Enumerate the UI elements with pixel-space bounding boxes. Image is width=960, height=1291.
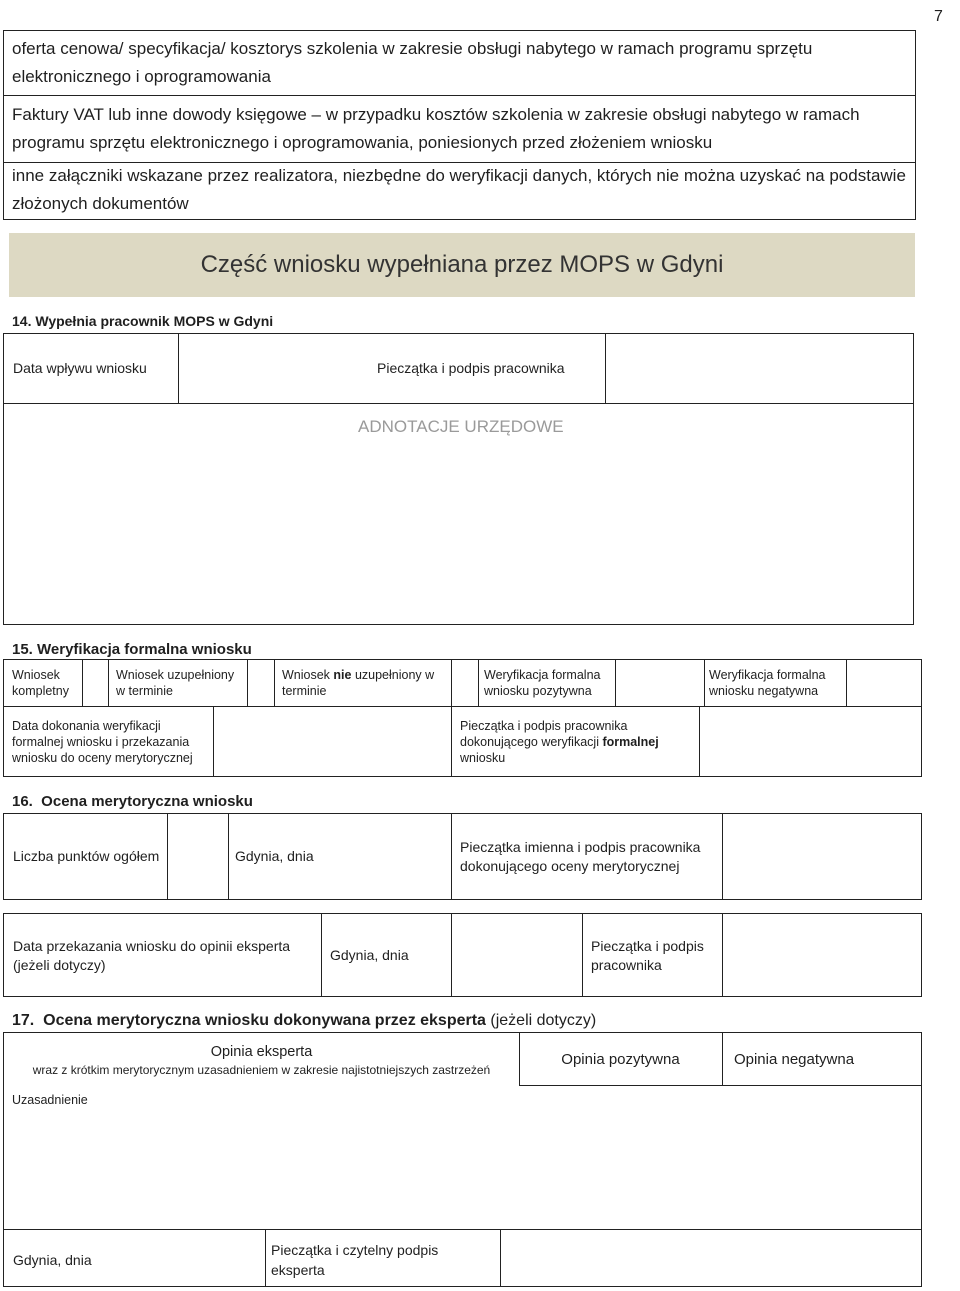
gdynia-date-label-2: Gdynia, dnia	[330, 947, 409, 963]
checkbox-not-supplemented[interactable]	[451, 659, 479, 707]
expert-gdynia-date-field[interactable]	[114, 1231, 263, 1285]
official-annotations-field[interactable]	[5, 444, 912, 622]
official-annotations-label: ADNOTACJE URZĘDOWE	[358, 417, 564, 436]
section-15-table	[3, 659, 922, 777]
justification-label: Uzasadnienie	[12, 1093, 88, 1107]
expert-signature-field[interactable]	[502, 1231, 921, 1285]
verifier-stamp-label: Pieczątka i podpis pracownika dokonującego weryfikacji formalnej wniosku	[460, 719, 659, 765]
justification-field[interactable]	[5, 1111, 920, 1227]
employee-stamp-label: Pieczątka i podpis pracownika	[377, 360, 565, 376]
total-points-label: Liczba punktów ogółem	[13, 848, 160, 864]
received-date-field[interactable]	[180, 335, 360, 401]
section-14-title: 14. Wypełnia pracownik MOPS w Gdyni	[12, 313, 274, 329]
section-16-title: 16. Ocena merytoryczna wniosku	[12, 793, 253, 810]
evaluator-stamp-label: Pieczątka imienna i podpis pracownika dokonującego oceny merytorycznej	[460, 839, 701, 874]
section-17-table	[3, 1032, 922, 1287]
section-17-title: 17. Ocena merytoryczna wniosku dokonywana przez eksperta (jeżeli dotyczy)	[12, 1012, 597, 1029]
section-14-table	[3, 333, 914, 625]
checkbox-formal-positive[interactable]	[615, 659, 705, 707]
option-supplemented-label: Wniosek uzupełniony w terminie	[116, 668, 235, 698]
section-15-title: 15. Weryfikacja formalna wniosku	[12, 641, 252, 658]
received-date-label: Data wpływu wniosku	[13, 360, 147, 376]
banner-title: Część wniosku wypełniana przez MOPS w Gdyni	[200, 251, 724, 278]
checkbox-supplemented[interactable]	[247, 659, 275, 707]
expert-signature-label: Pieczątka i czytelny podpis eksperta	[271, 1242, 439, 1278]
verification-date-field[interactable]	[215, 708, 449, 774]
gdynia-date-field-2[interactable]	[453, 915, 580, 995]
total-points-field[interactable]	[169, 815, 226, 898]
expert-transfer-label: Data przekazania wniosku do opinii eksperta (jeżeli dotyczy)	[13, 938, 291, 973]
option-formal-negative-label: Weryfikacja formalna wniosku negatywna	[709, 668, 826, 698]
verification-date-label: Data dokonania weryfikacji formalnej wniosku i przekazania wniosku do oceny merytorycznej	[12, 719, 193, 765]
gdynia-date-label: Gdynia, dnia	[235, 848, 314, 864]
option-not-supplemented-label: Wniosek nie uzupełniony w terminie	[282, 668, 435, 698]
checkbox-formal-negative[interactable]	[846, 659, 922, 707]
section-16-table-2	[3, 913, 922, 997]
attachment-row-2: Faktury VAT lub inne dowody księgowe – w przypadku kosztów szkolenia w zakresie obsługi nabytego w ramach programu sprzętu elektronicznego i oprogramowania, poniesionych przed złożeniem wniosku	[12, 105, 860, 152]
gdynia-date-field[interactable]	[324, 815, 449, 898]
employee-stamp-field[interactable]	[607, 335, 912, 401]
page-number: 7	[934, 8, 943, 25]
mops-banner	[9, 233, 915, 297]
verifier-stamp-field[interactable]	[701, 708, 921, 774]
expert-opinion-subtitle: wraz z krótkim merytorycznym uzasadnieniem w zakresie najistotniejszych zastrzeżeń	[32, 1063, 491, 1077]
attachments-table	[3, 30, 916, 220]
expert-gdynia-date-label: Gdynia, dnia	[13, 1252, 92, 1268]
section-16-table-1	[3, 813, 922, 900]
transfer-stamp-label: Pieczątka i podpis pracownika	[591, 938, 704, 973]
evaluator-stamp-field[interactable]	[724, 815, 921, 898]
expert-opinion-title: Opinia eksperta	[210, 1044, 313, 1060]
option-complete-label: Wniosek kompletny	[12, 668, 69, 698]
opinion-negative-option[interactable]: Opinia negatywna	[733, 1051, 855, 1068]
checkbox-complete[interactable]	[82, 659, 109, 707]
attachment-row-3: inne załączniki wskazane przez realizatora, niezbędne do weryfikacji danych, których nie można uzyskać na podstawie złożonych dokumentów	[12, 166, 906, 213]
transfer-stamp-field[interactable]	[724, 915, 921, 995]
option-formal-positive-label: Weryfikacja formalna wniosku pozytywna	[484, 668, 601, 698]
attachment-row-1: oferta cenowa/ specyfikacja/ kosztorys szkolenia w zakresie obsługi nabytego w ramach programu sprzętu elektronicznego i oprogramowania	[12, 39, 813, 86]
opinion-positive-option[interactable]: Opinia pozytywna	[561, 1051, 680, 1068]
